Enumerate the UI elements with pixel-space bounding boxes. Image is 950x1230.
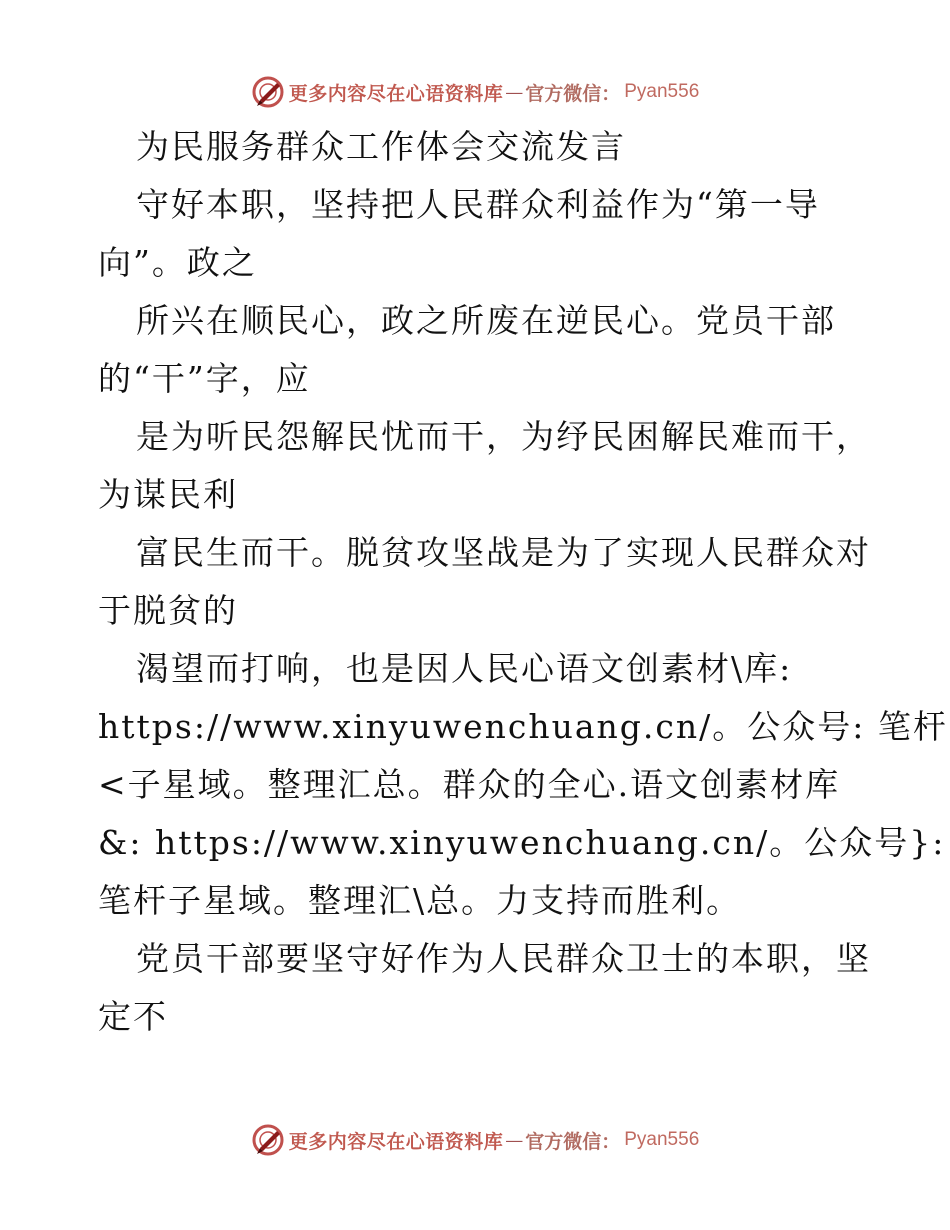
- doc-line: 富民生而干。脱贫攻坚战是为了实现人民群众对: [136, 533, 871, 572]
- doc-line: 定不: [98, 997, 168, 1036]
- doc-title: 为民服务群众工作体会交流发言: [136, 127, 626, 166]
- banner-promo-text: 更多内容尽在心语资料库: [288, 1130, 504, 1153]
- banner-wechat-id: Pyan556: [624, 1129, 700, 1150]
- doc-line: 笔杆子星域。整理汇\总。力支持而胜利。: [98, 881, 742, 920]
- doc-line: &: https://www.xinyuwenchuang.cn/。公众号}:: [98, 823, 946, 862]
- doc-line: 守好本职，坚持把人民群众利益作为“第一导: [136, 185, 820, 224]
- doc-line: https://www.xinyuwenchuang.cn/。公众号: 笔杆: [98, 707, 948, 746]
- doc-line: <子星域。整理汇总。群众的全心.语文创素材库: [98, 765, 841, 804]
- banner-wechat-label: 官方微信：: [525, 82, 621, 105]
- document-body: [98, 118, 948, 1046]
- doc-line: 渴望而打响，也是因人民心语文创素材\库:: [136, 649, 793, 688]
- banner-dash: —: [505, 81, 524, 103]
- pen-logo-icon: [251, 75, 285, 109]
- doc-line: 所兴在顺民心，政之所废在逆民心。党员干部: [136, 301, 836, 340]
- banner-wechat-label: 官方微信：: [525, 1130, 621, 1153]
- doc-line: 于脱贫的: [98, 591, 238, 630]
- doc-line: 向”。政之: [98, 243, 257, 282]
- banner-promo-text: 更多内容尽在心语资料库: [288, 82, 504, 105]
- header-banner: [0, 72, 950, 112]
- doc-line: 为谋民利: [98, 475, 238, 514]
- banner-wechat-id: Pyan556: [624, 81, 700, 102]
- doc-line: 是为听民怨解民忧而干，为纾民困解民难而干，: [136, 417, 871, 456]
- doc-line: 党员干部要坚守好作为人民群众卫士的本职，坚: [136, 939, 871, 978]
- footer-banner: [0, 1120, 950, 1160]
- doc-line: 的“干”字，应: [98, 359, 311, 398]
- banner-dash: —: [505, 1129, 524, 1151]
- pen-logo-icon: [251, 1123, 285, 1157]
